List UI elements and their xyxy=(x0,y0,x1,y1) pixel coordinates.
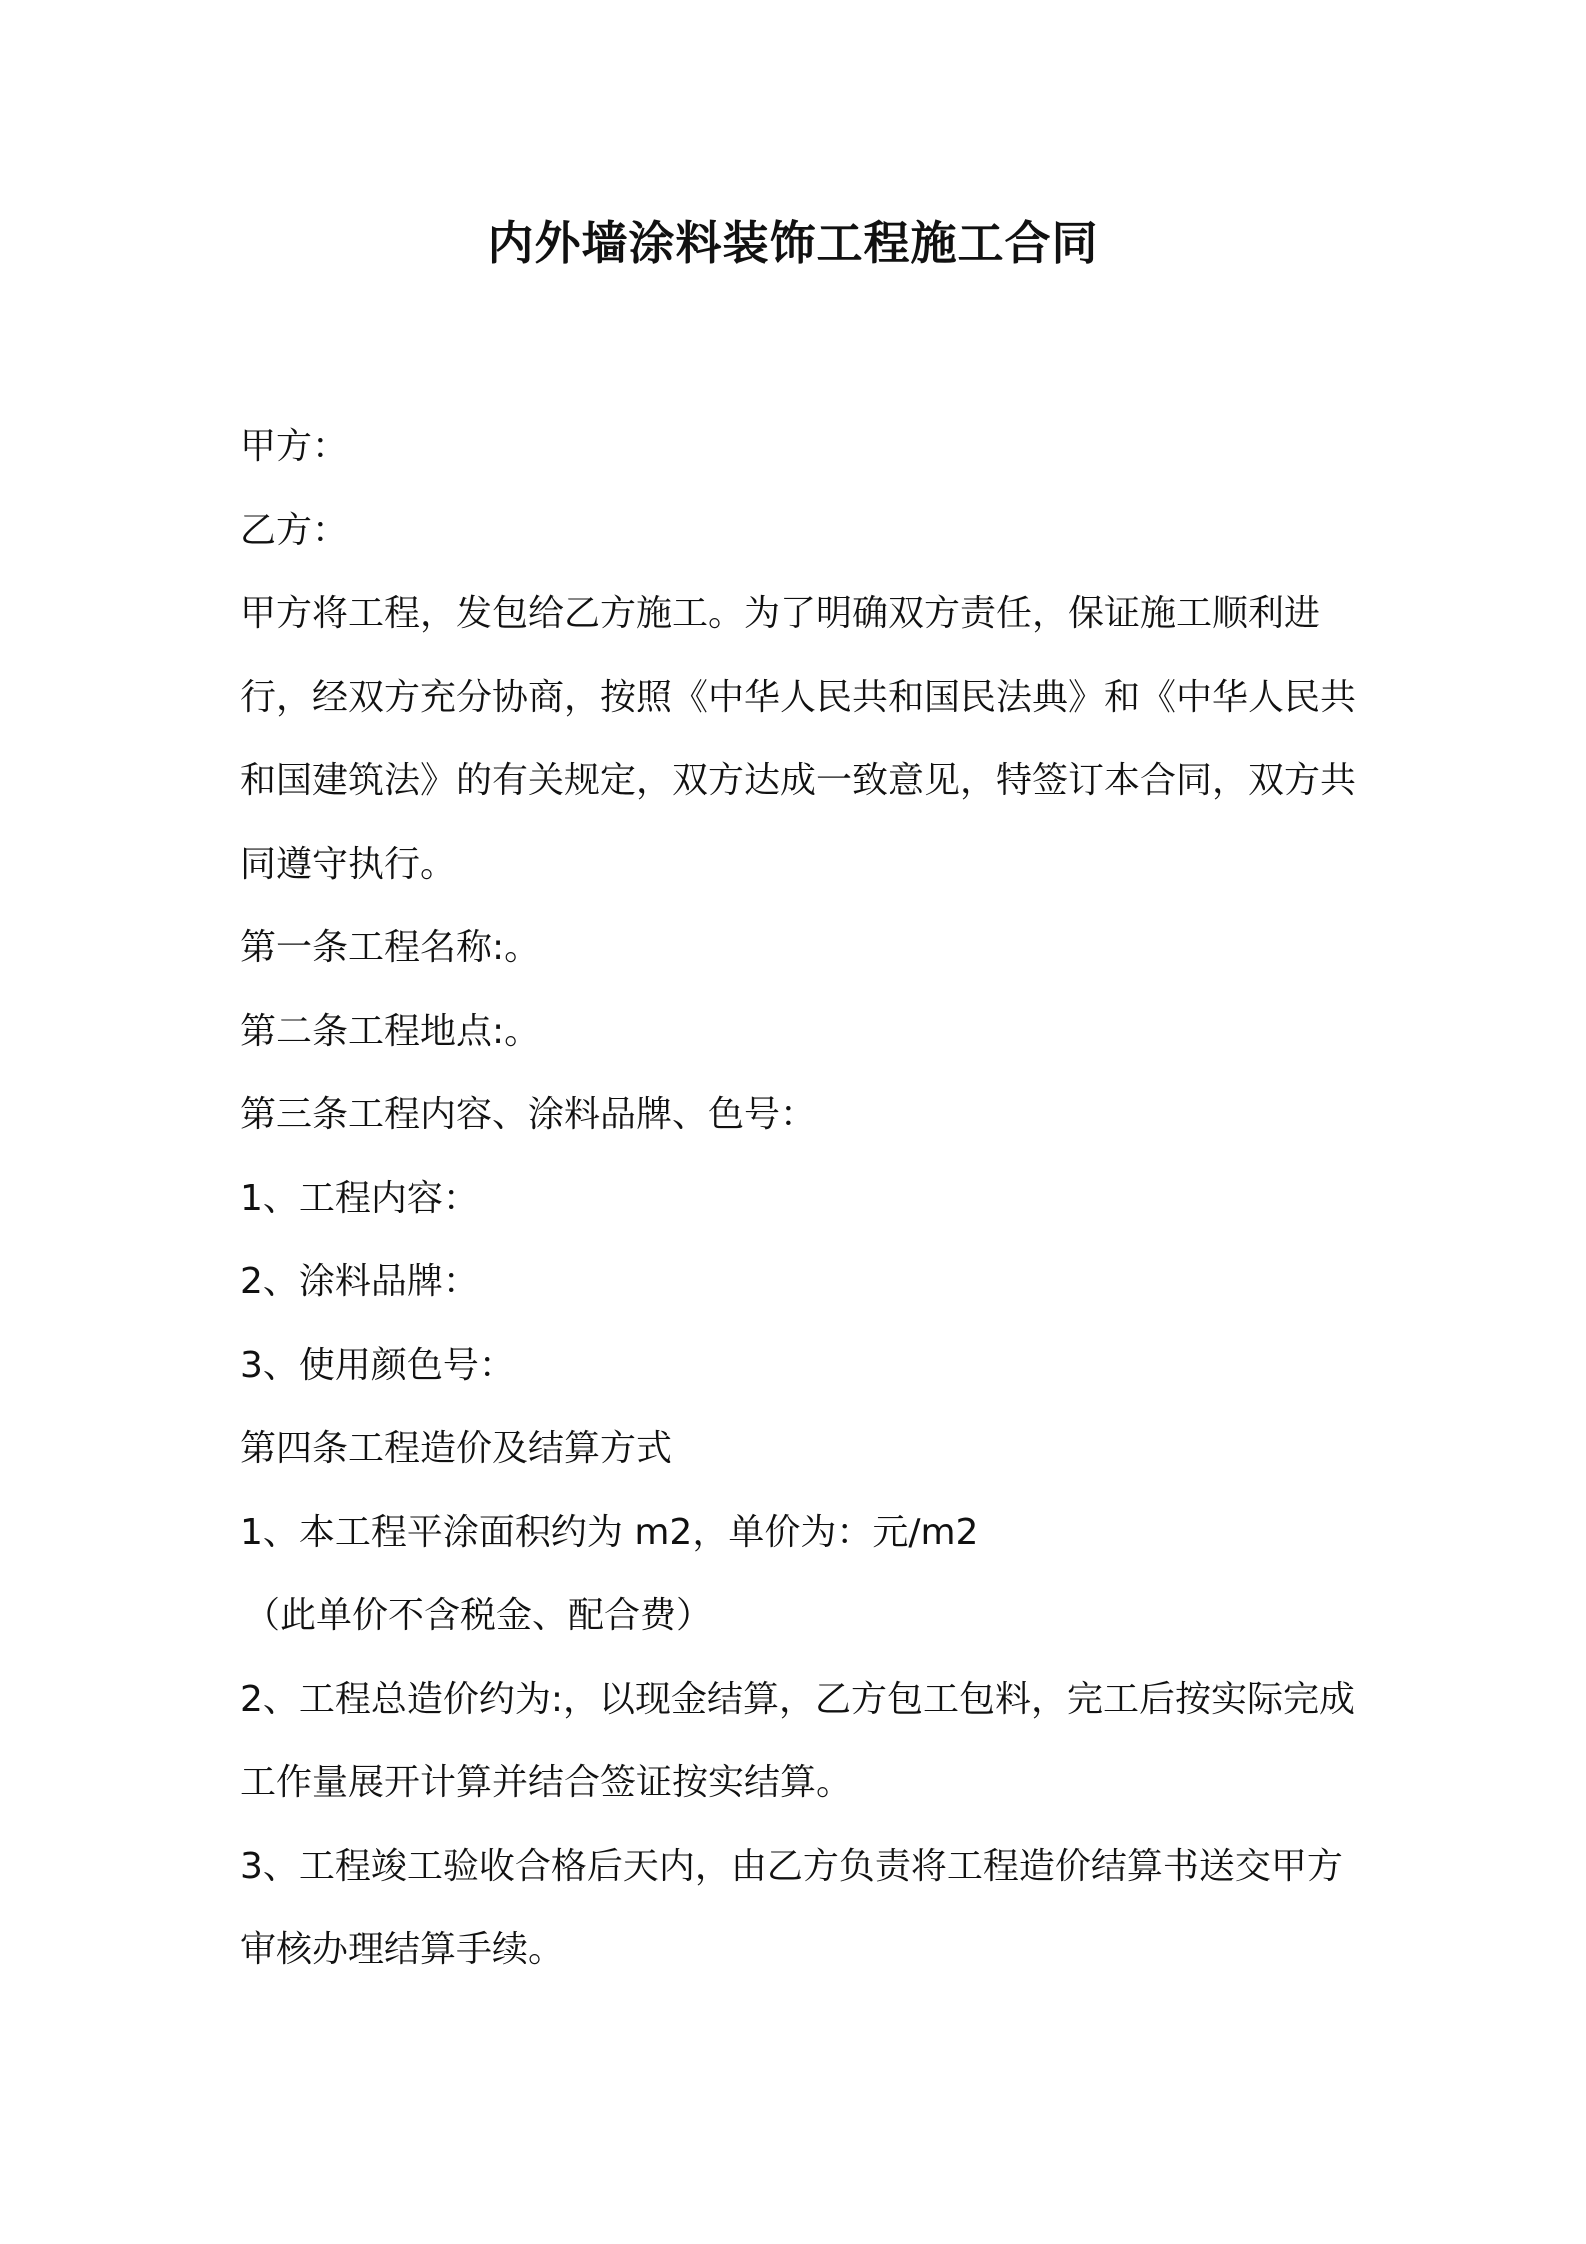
article-4-heading: 第四条工程造价及结算方式 xyxy=(240,1428,673,1469)
article-2-project-location: 第二条工程地点:。 xyxy=(240,1010,541,1052)
party-a-line: 甲方： xyxy=(240,426,349,467)
article-3-item-3: 3、使用颜色号： xyxy=(240,1344,515,1386)
article-1-project-name: 第一条工程名称:。 xyxy=(240,927,541,968)
document-body xyxy=(240,405,1362,1992)
article-4-item-3: 3、工程竣工验收合格后天内，由乙方负责将工程造价结算书送交甲方审核办理结算手续。 xyxy=(240,1845,1343,1970)
article-3-item-2: 2、涂料品牌： xyxy=(240,1261,479,1302)
article-4-price-note: （此单价不含税金、配合费） xyxy=(244,1595,713,1636)
party-b-line: 乙方： xyxy=(240,509,349,551)
article-3-heading: 第三条工程内容、涂料品牌、色号： xyxy=(240,1094,817,1135)
article-3-item-1: 1、工程内容： xyxy=(240,1177,479,1219)
article-4-item-2: 2、工程总造价约为:，以现金结算，乙方包工包料，完工后按实际完成工作量展开计算并结合签证按实结算。 xyxy=(240,1678,1356,1803)
article-4-item-1: 1、本工程平涂面积约为 m2，单价为：元/m2 xyxy=(240,1511,979,1553)
document-title: 内外墙涂料装饰工程施工合同 xyxy=(487,216,1099,270)
preamble-paragraph: 甲方将工程，发包给乙方施工。为了明确双方责任，保证施工顺利进行，经双方充分协商，按照《中华人民共和国民法典》和《中华人民共和国建筑法》的有关规定，双方达成一致意见，特签订本合同，双方共同遵守执行。 xyxy=(240,593,1357,885)
